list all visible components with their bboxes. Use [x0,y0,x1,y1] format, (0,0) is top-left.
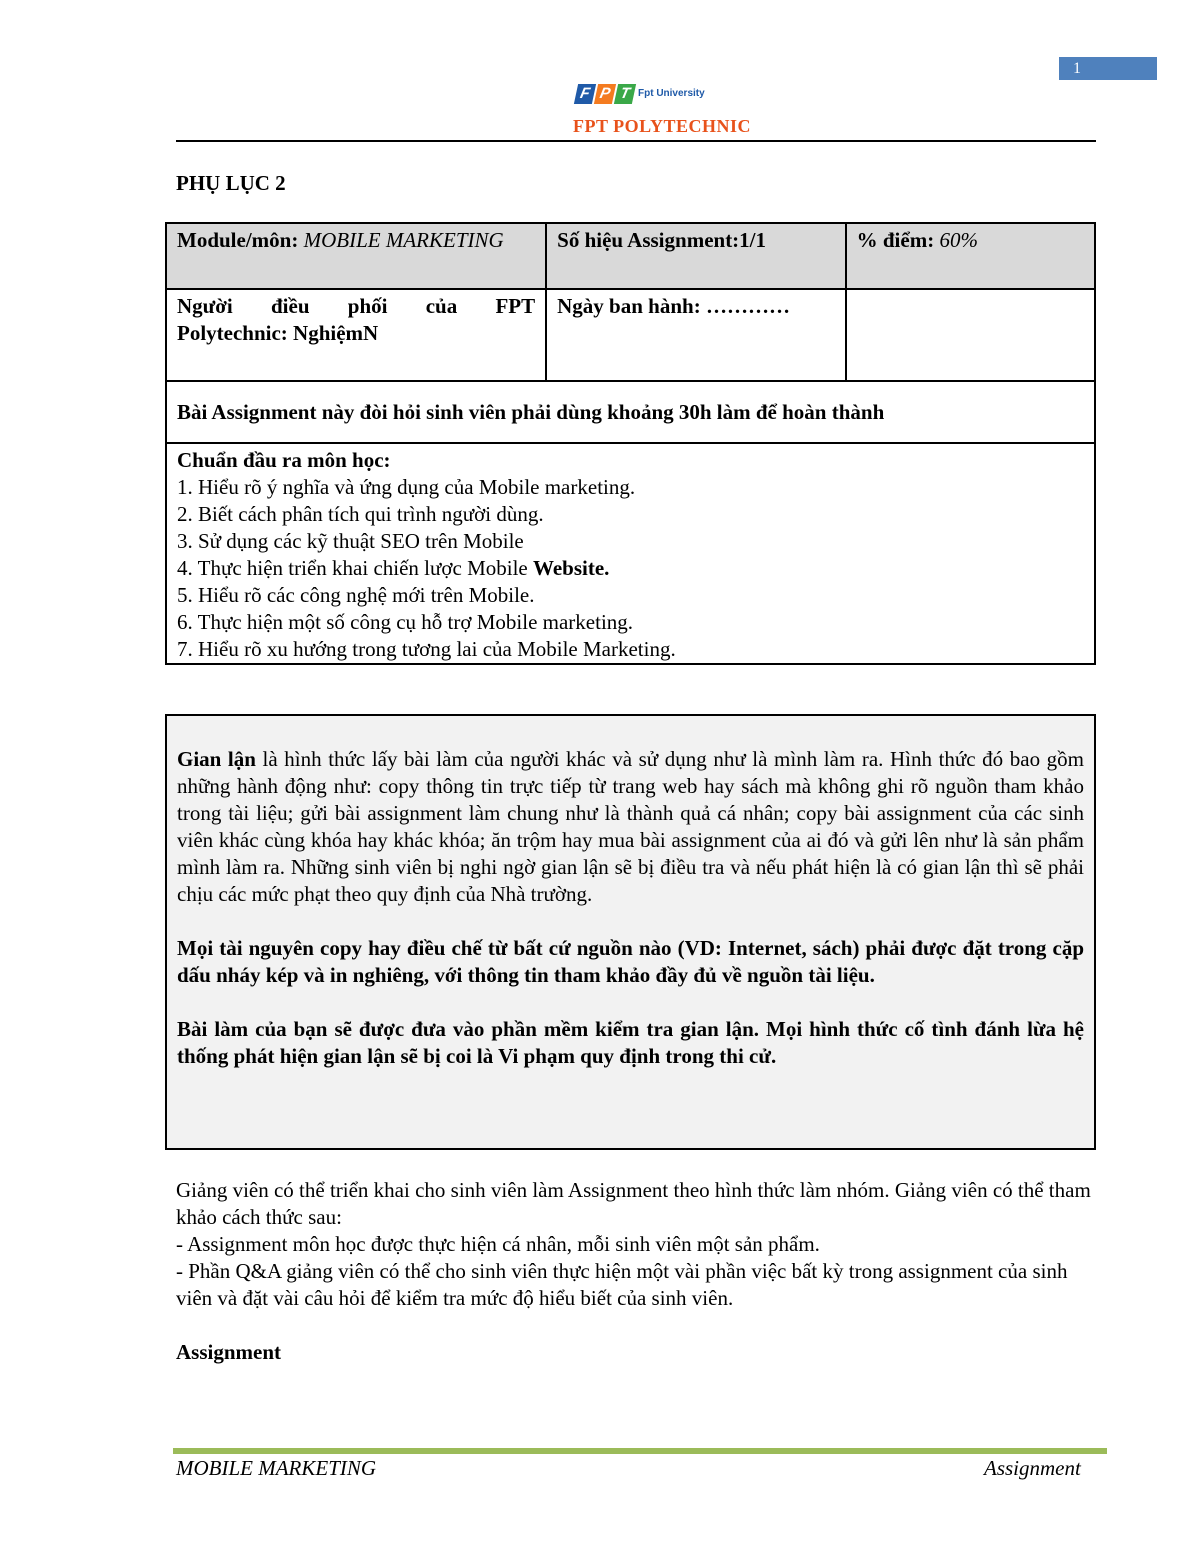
outcome-item-4-bold: Website. [532,556,610,580]
outcome-item-4-text: 4. Thực hiện triển khai chiến lược Mobile [177,556,528,580]
cheating-definition: là hình thức lấy bài làm của người khác và sử dụng như là mình làm ra. Hình thức đó bao gồm những hành động như: copy thông tin trực tiếp từ trang web hay sách mà không ghi rõ nguồn tham khảo trong tài liệu; gửi bài assignment làm chung như là thành quả cá nhân; copy bài assignment của các sinh viên khác cùng khóa hay khác khóa; ăn trộm hay mua bài assignment của ai đó và gửi lên như là sản phẩm mình làm ra. Những sinh viên bị nghi ngờ gian lận sẽ bị điều tra và nếu phát hiện là có gian lận thì sẽ phải chịu các mức phạt theo quy định của Nhà trường. [177,747,1085,906]
outcome-item-4 [177,555,1084,582]
module-label: Module/môn: [177,228,299,252]
outcome-item: 3. Sử dụng các kỹ thuật SEO trên Mobile [177,529,524,553]
outcome-item: 2. Biết cách phân tích qui trình người dùng. [177,502,544,526]
info-row-duration [166,381,1095,443]
empty-cell [846,289,1095,381]
info-row-coordinator [166,289,1095,381]
logo-letter-f: F [574,84,596,104]
coordinator-line-2: Polytechnic: NghiệmN [177,321,379,345]
footer-doc-type: Assignment [984,1456,1081,1480]
cheating-lead: Gian lận [177,747,256,771]
footer-divider [173,1448,1107,1454]
info-row-outcomes [166,443,1095,664]
module-value: MOBILE MARKETING [303,228,504,252]
coordinator-line-1: Người điều phối của FPT [177,294,536,318]
assignment-info-table [165,222,1096,665]
duration-text: Bài Assignment này đòi hỏi sinh viên phải dùng khoảng 30h làm để hoàn thành [166,381,1095,443]
appendix-title: PHỤ LỤC 2 [176,171,286,195]
percent-label: % điểm: [856,228,935,252]
logo-name: FPT POLYTECHNIC [572,116,752,136]
logo-letter-p: P [594,84,616,104]
issue-date: Ngày ban hành: ………… [546,289,845,381]
coordinator-cell [166,289,546,381]
fpt-polytechnic-logo [572,80,752,140]
info-row-module [166,223,1095,289]
lecturer-note-line-3: - Phần Q&A giảng viên có thể cho sinh viên thực hiện một vài phần việc bất kỳ trong assignment của sinh viên và đặt vài câu hỏi để kiểm tra mức độ hiểu biết của sinh viên. [176,1259,1068,1310]
cheating-paragraph-3: Bài làm của bạn sẽ được đưa vào phần mềm kiểm tra gian lận. Mọi hình thức cố tình đánh lừa hệ thống phát hiện gian lận sẽ bị coi là Vi phạm quy định trong thi cử. [177,1017,1084,1068]
page-number-badge: 1 [1059,57,1157,80]
percent-cell [846,223,1095,289]
cheating-policy-box [165,714,1096,1150]
outcomes-title: Chuẩn đầu ra môn học: [177,448,391,472]
lecturer-note [176,1177,1104,1312]
cheating-paragraph-1 [177,746,1084,908]
assignment-heading: Assignment [176,1340,282,1364]
module-cell [166,223,546,289]
fpt-logo-mark [576,84,634,104]
outcome-item: 5. Hiểu rõ các công nghệ mới trên Mobile. [177,583,535,607]
lecturer-note-line-2: - Assignment môn học được thực hiện cá nhân, mỗi sinh viên một sản phẩm. [176,1232,820,1256]
footer-course-name: MOBILE MARKETING [176,1456,377,1480]
outcome-item: 7. Hiểu rõ xu hướng trong tương lai của Mobile Marketing. [177,637,676,661]
outcomes-cell [166,443,1095,664]
logo-letter-t: T [614,84,636,104]
logo-subtitle: Fpt University [638,88,705,99]
assignment-number: Số hiệu Assignment:1/1 [546,223,845,289]
cheating-paragraph-2: Mọi tài nguyên copy hay điều chế từ bất cứ nguồn nào (VD: Internet, sách) phải được đặt trong cặp dấu nháy kép và in nghiêng, với thông tin tham khảo đầy đủ về nguồn tài liệu. [177,936,1084,987]
outcome-item: 1. Hiểu rõ ý nghĩa và ứng dụng của Mobile marketing. [177,475,636,499]
outcome-item: 6. Thực hiện một số công cụ hỗ trợ Mobile marketing. [177,610,634,634]
lecturer-note-line-1: Giảng viên có thể triển khai cho sinh viên làm Assignment theo hình thức làm nhóm. Giảng viên có thể tham khảo cách thức sau: [176,1178,1091,1229]
header-divider [176,140,1096,142]
percent-value: 60% [939,228,978,252]
